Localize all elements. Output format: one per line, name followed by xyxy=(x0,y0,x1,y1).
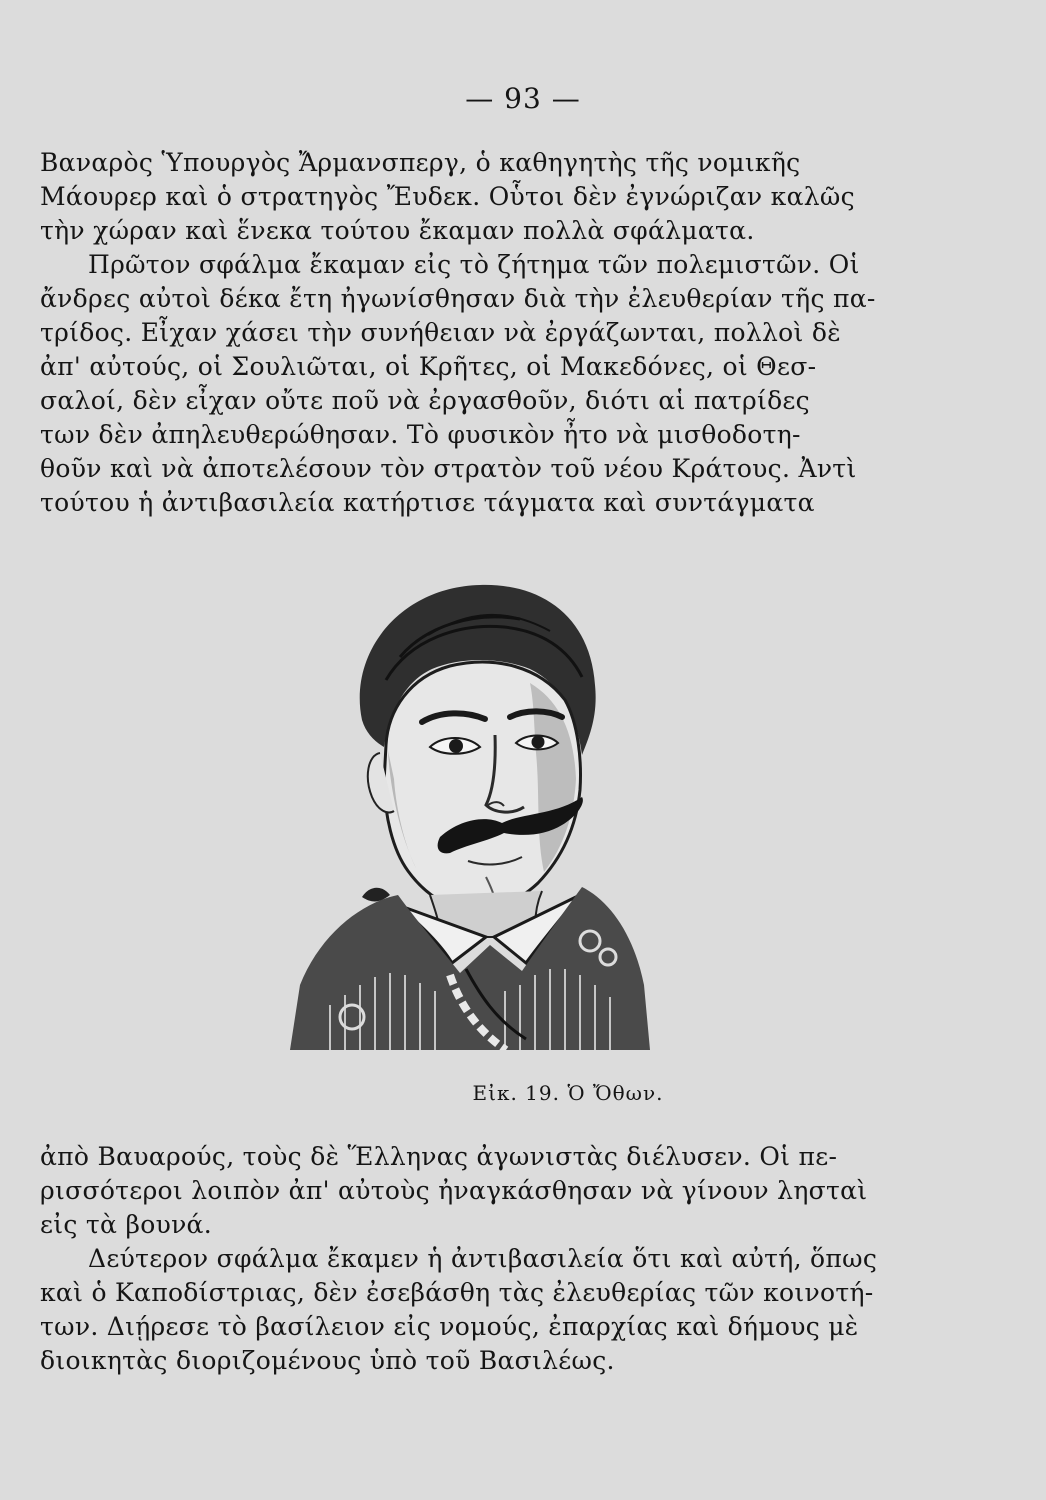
figure-caption: Εἰκ. 19. Ὁ Ὄθων. xyxy=(472,1081,664,1105)
text-line: διοικητὰς διοριζομένους ὑπὸ τοῦ Βασιλέως. xyxy=(40,1346,615,1375)
text-line: σαλοί, δὲν εἶχαν οὔτε ποῦ νὰ ἐργασθοῦν, διότι αἱ πατρίδες xyxy=(40,386,810,415)
text-line: εἰς τὰ βουνά. xyxy=(40,1210,212,1239)
text-line: ἀπ' αὐτούς, οἱ Σουλιῶται, οἱ Κρῆτες, οἱ Μακεδόνες, οἱ Θεσ- xyxy=(40,352,817,381)
portrait-illustration xyxy=(290,565,650,1050)
text-line: ρισσότεροι λοιπὸν ἀπ' αὐτοὺς ἠναγκάσθησαν νὰ γίνουν λησταὶ xyxy=(40,1176,868,1205)
text-line: των δὲν ἀπηλευθερώθησαν. Τὸ φυσικὸν ἦτο νὰ μισθοδοτη- xyxy=(40,420,801,449)
text-line: ἀπὸ Βαυαρούς, τοὺς δὲ Ἕλληνας ἀγωνιστὰς διέλυσεν. Οἱ πε- xyxy=(40,1142,838,1171)
page-number: — 93 — xyxy=(465,82,581,115)
text-line: θοῦν καὶ νὰ ἀποτελέσουν τὸν στρατὸν τοῦ νέου Κράτους. Ἀντὶ xyxy=(40,454,857,483)
text-line: Μάουρερ καὶ ὁ στρατηγὸς Ἔυδεκ. Οὗτοι δὲν ἐγνώριζαν καλῶς xyxy=(40,182,855,211)
text-line: Πρῶτον σφάλμα ἔκαμαν εἰς τὸ ζήτημα τῶν πολεμιστῶν. Οἱ xyxy=(88,250,860,279)
text-line: ἄνδρες αὐτοὶ δέκα ἔτη ἠγωνίσθησαν διὰ τὴν ἐλευθερίαν τῆς πα- xyxy=(40,284,876,313)
text-line: Βαναρὸς Ὑπουργὸς Ἄρμανσπεργ, ὁ καθηγητὴς τῆς νομικῆς xyxy=(40,148,801,177)
text-line: τρίδος. Εἶχαν χάσει τὴν συνήθειαν νὰ ἐργάζωνται, πολλοὶ δὲ xyxy=(40,318,841,347)
text-line: Δεύτερον σφάλμα ἔκαμεν ἡ ἀντιβασιλεία ὅτι καὶ αὐτή, ὅπως xyxy=(88,1244,878,1273)
text-line: τὴν χώραν καὶ ἕνεκα τούτου ἔκαμαν πολλὰ σφάλματα. xyxy=(40,216,755,245)
portrait-engraving xyxy=(290,565,650,1050)
text-line: των. Διῄρεσε τὸ βασίλειον εἰς νομούς, ἐπαρχίας καὶ δήμους μὲ xyxy=(40,1312,859,1341)
text-line: τούτου ἡ ἀντιβασιλεία κατήρτισε τάγματα καὶ συντάγματα xyxy=(40,488,815,517)
paragraph-block-top xyxy=(40,146,910,520)
text-line: καὶ ὁ Καποδίστριας, δὲν ἐσεβάσθη τὰς ἐλευθερίας τῶν κοινοτή- xyxy=(40,1278,874,1307)
paragraph-block-bottom xyxy=(40,1140,910,1378)
